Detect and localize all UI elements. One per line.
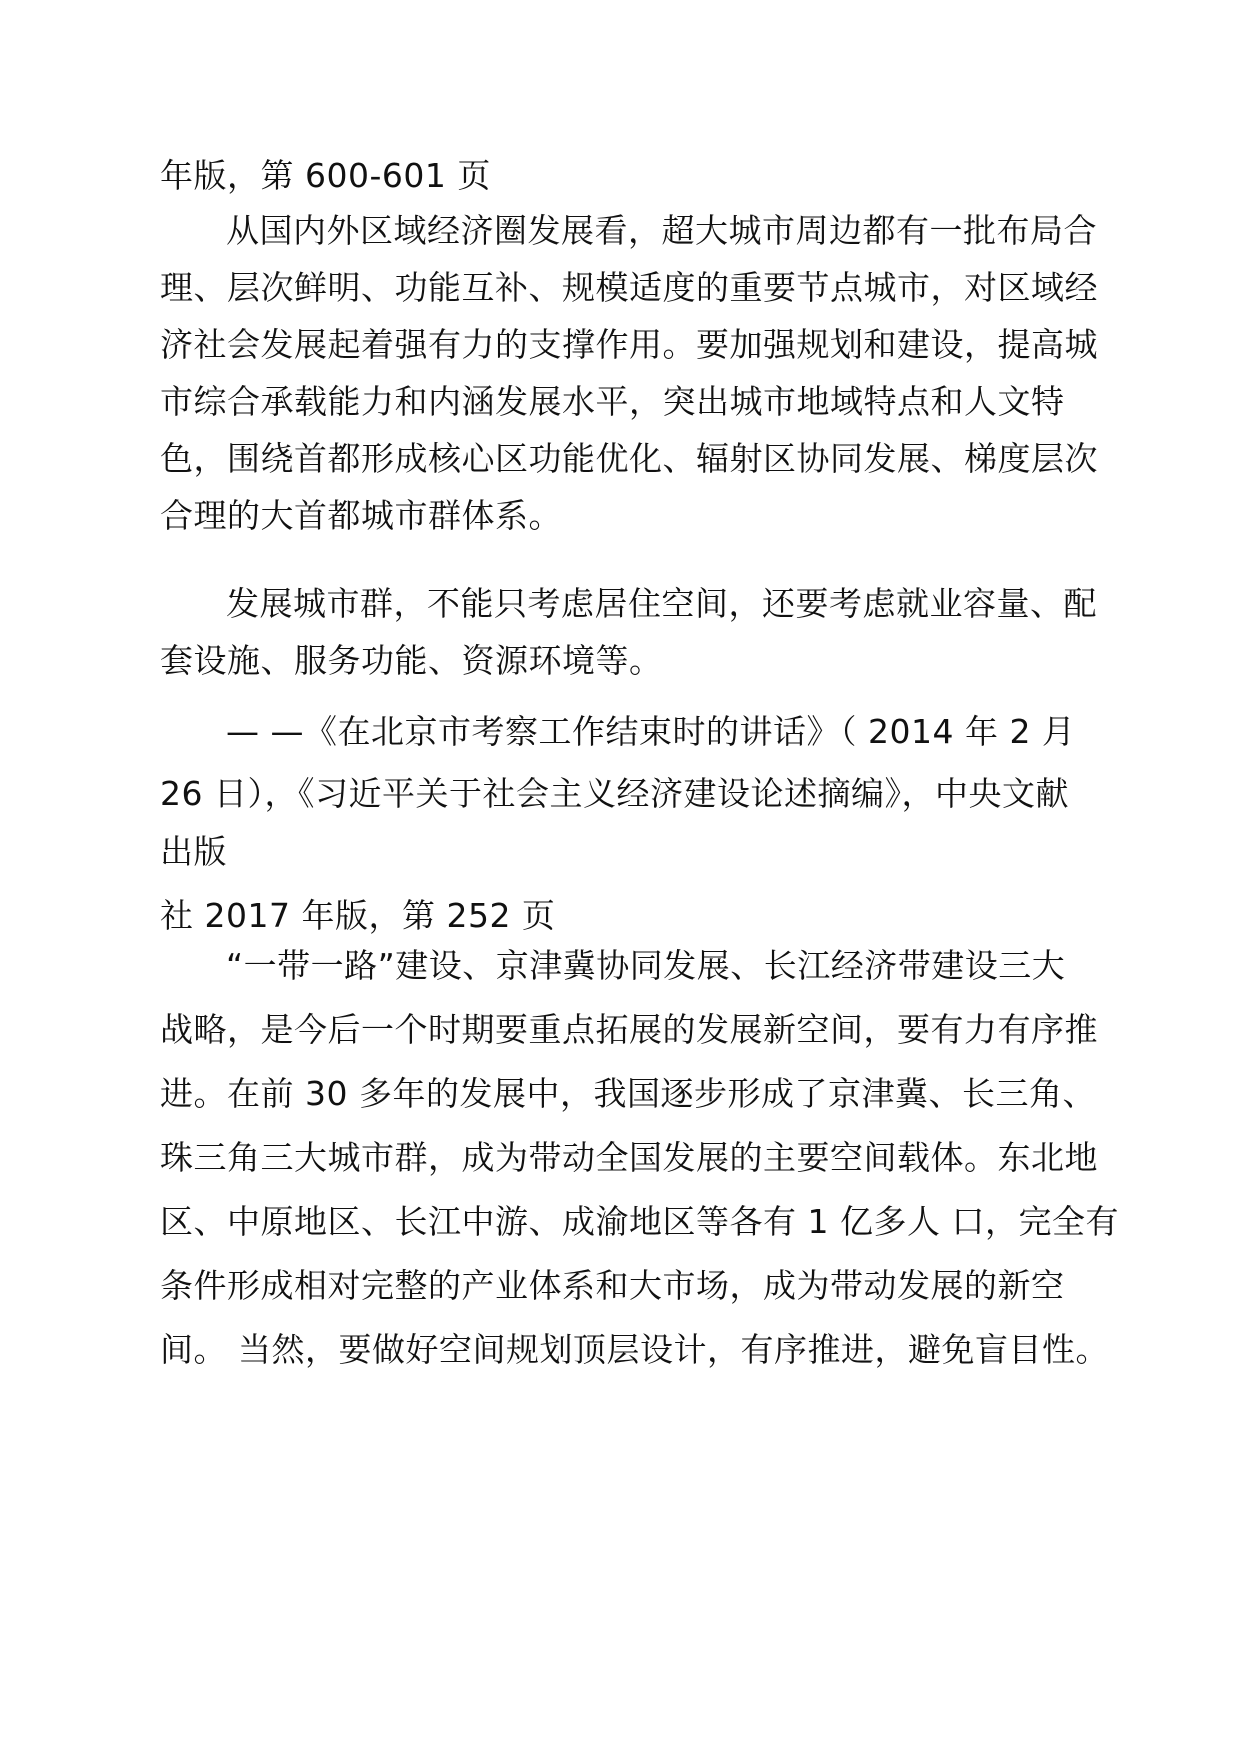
text-line: 年版，第 600-601 页 <box>160 156 491 195</box>
text-line: 市综合承载能力和内涵发展水平，突出城市地域特点和人文特 <box>160 382 1065 421</box>
text-line: 济社会发展起着强有力的支撑作用。要加强规划和建设，提高城 <box>160 325 1098 364</box>
text-line: 合理的大首都城市群体系。 <box>160 496 562 535</box>
text-line: 条件形成相对完整的产业体系和大市场，成为带动发展的新空 <box>160 1266 1065 1305</box>
citation-line: — —《在北京市考察工作结束时的讲话》（ 2014 年 2 月 <box>226 712 1076 751</box>
text-line: 间。 当然，要做好空间规划顶层设计，有序推进，避免盲目性。 <box>160 1330 1109 1369</box>
text-line: 战略，是今后一个时期要重点拓展的发展新空间，要有力有序推 <box>160 1010 1098 1049</box>
text-line: 从国内外区域经济圈发展看，超大城市周边都有一批布局合 <box>226 211 1097 250</box>
text-line: 进。在前 30 多年的发展中，我国逐步形成了京津冀、长三角、 <box>160 1074 1096 1113</box>
text-line: 理、层次鲜明、功能互补、规模适度的重要节点城市，对区域经 <box>160 268 1098 307</box>
text-line: 色，围绕首都形成核心区功能优化、辐射区协同发展、梯度层次 <box>160 439 1098 478</box>
text-line: 珠三角三大城市群，成为带动全国发展的主要空间载体。东北地 <box>160 1138 1098 1177</box>
text-line: 套设施、服务功能、资源环境等。 <box>160 641 663 680</box>
citation-line: 26 日），《习近平关于社会主义经济建设论述摘编》，中央文献 <box>160 774 1069 813</box>
text-line: “一带一路”建设、京津冀协同发展、长江经济带建设三大 <box>226 946 1066 985</box>
citation-line: 社 2017 年版，第 252 页 <box>160 896 556 935</box>
text-line: 发展城市群，不能只考虑居住空间，还要考虑就业容量、配 <box>226 584 1097 623</box>
text-line: 区、中原地区、长江中游、成渝地区等各有 1 亿多人 口，完全有 <box>160 1202 1119 1241</box>
citation-line: 出版 <box>160 832 227 871</box>
